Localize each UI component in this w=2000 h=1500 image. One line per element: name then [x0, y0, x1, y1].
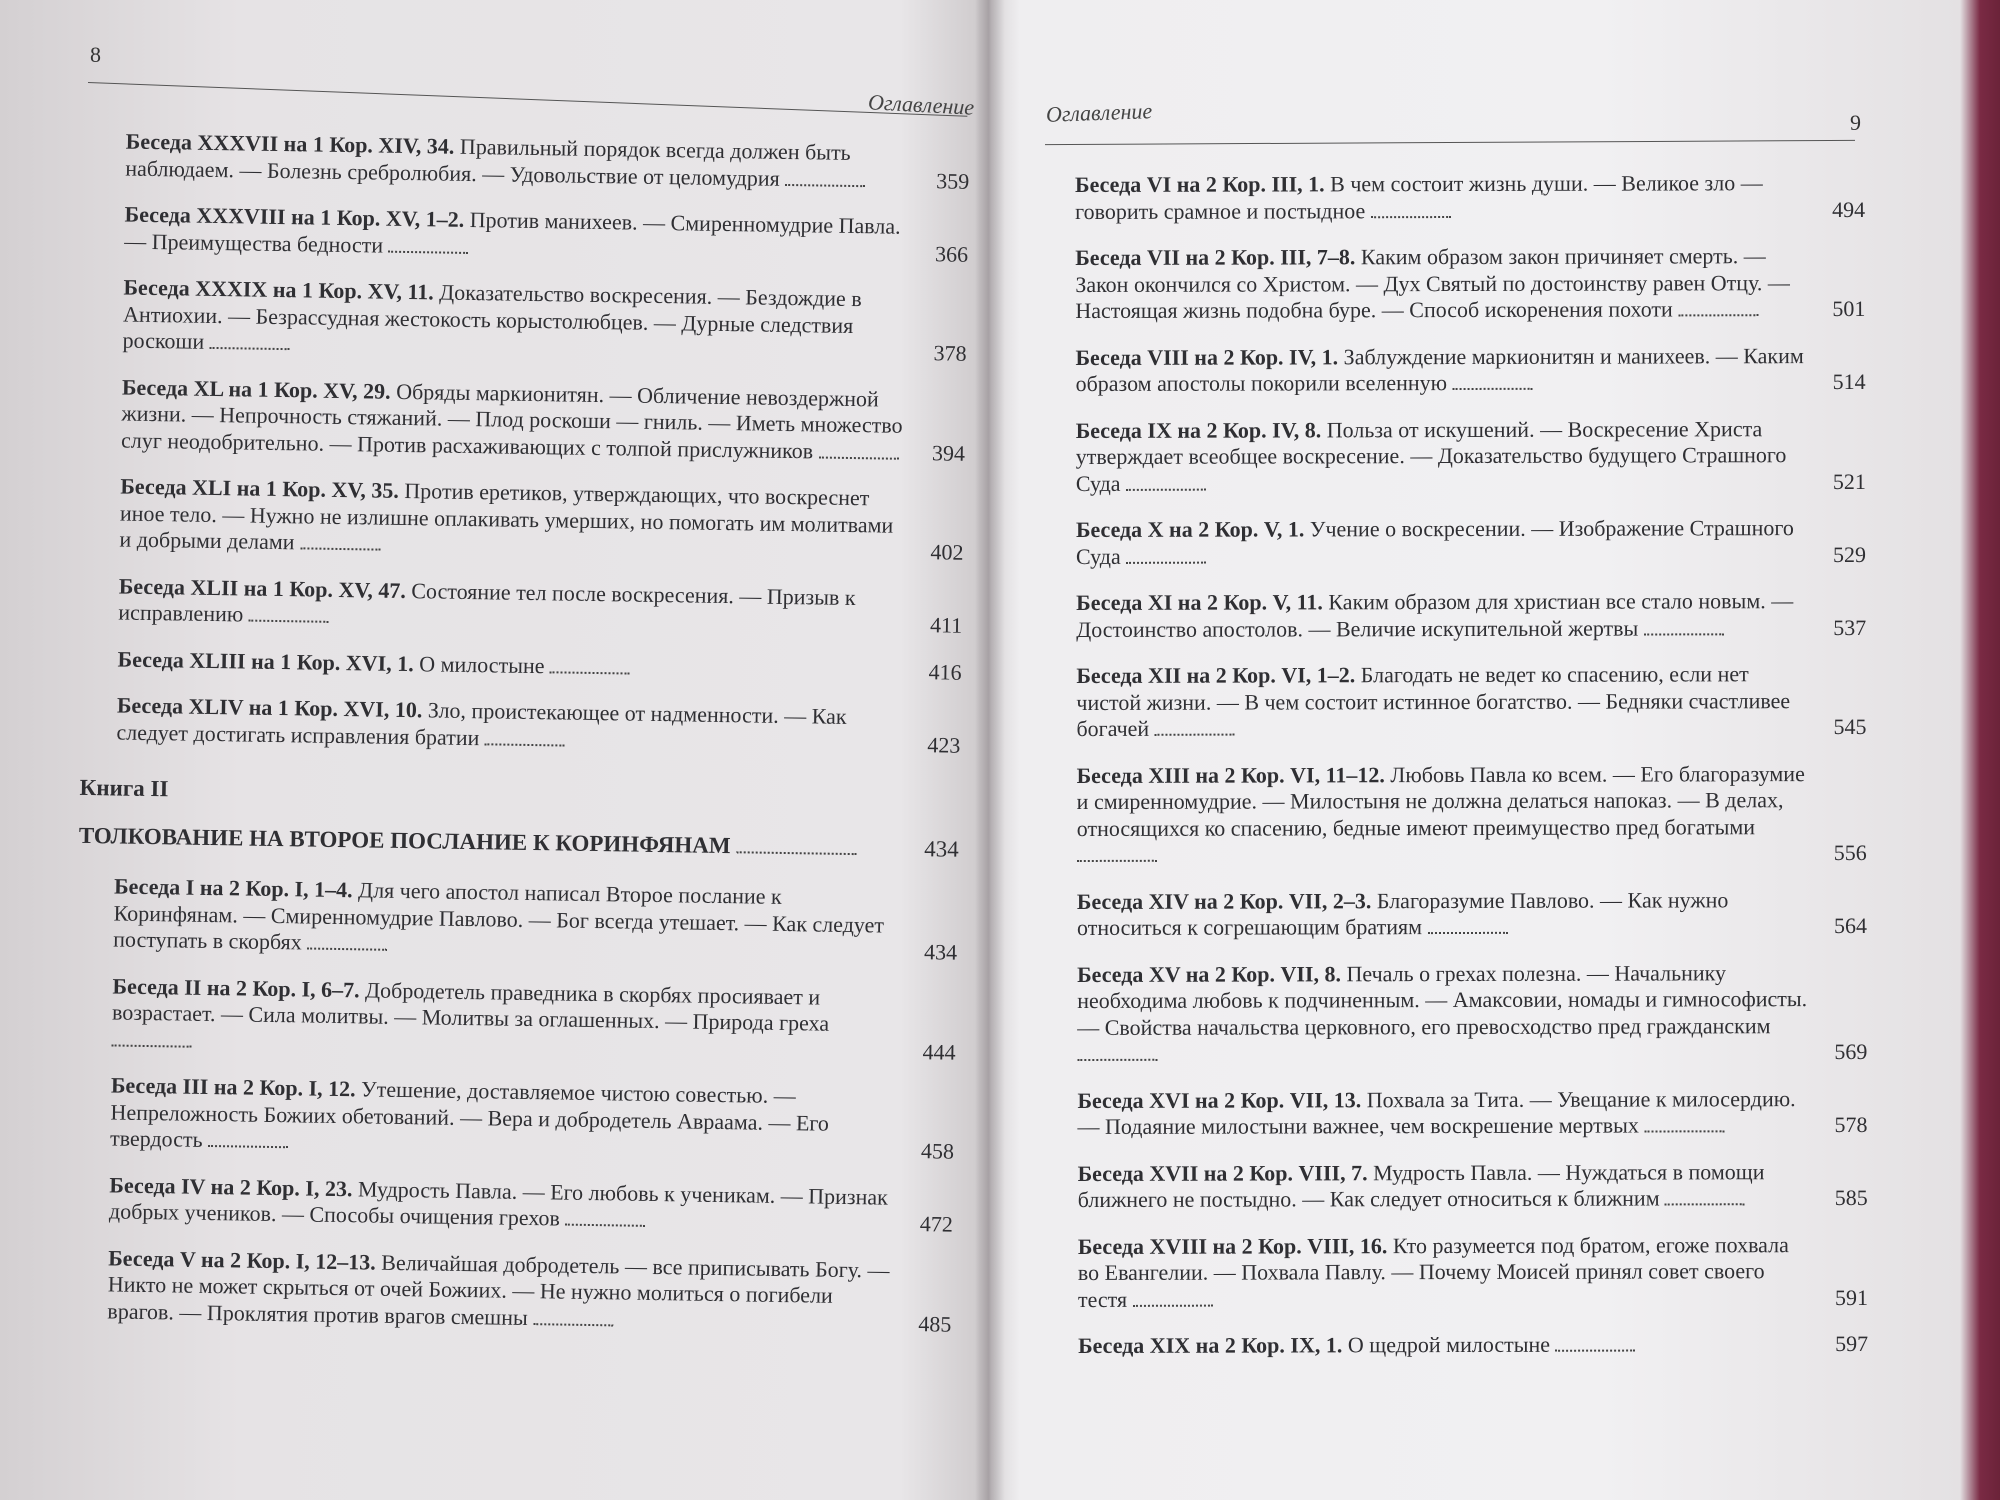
entry-text: Доказательство воскресения. — Бездождие в Антиохии. — Безрассудная жестокость корыстолюбцев. — Дурные следствия роскоши [122, 279, 862, 354]
toc-entry [1076, 415, 1866, 497]
toc-entry [107, 1245, 952, 1338]
entry-text: Для чего апостол написал Второе послание к Коринфянам. — Смиренномудрие Павлово. — Бог всегда утешает. — Как следует поступать в скорбях [113, 877, 885, 955]
entry-text: Утешение, доставляемое чистою совестью. — Непреложность Божиих обетований. — Вера и добродетель Авраама. — Его твердость [109, 1076, 830, 1152]
entry-text: Каким образом для христиан все стало новым. — Достоинство апостолов. — Величие искупительной жертвы [1076, 588, 1794, 642]
entry-page-ref: 434 [923, 939, 958, 965]
leader-dots [112, 1044, 192, 1047]
entry-title: Беседа X на 2 Кор. V, 1. [1075, 516, 1305, 542]
leader-dots [1371, 216, 1451, 218]
entry-title: Беседа XXXVIII на 1 Кор. XV, 1–2. [124, 201, 465, 232]
header-rule [1045, 140, 1855, 145]
entry-text: Состояние тел после воскресения. — Призыв к исправлению [118, 577, 856, 627]
leader-dots [1077, 1059, 1157, 1061]
entry-title: Беседа XI на 2 Кор. V, 11. [1076, 589, 1323, 615]
leader-dots [388, 250, 468, 253]
leader-dots [1453, 388, 1533, 390]
entry-page-ref: 569 [1834, 1038, 1868, 1065]
entry-text: Похвала за Тита. — Увещание к милосердию. — Подаяние милостыни важнее, чем воскрешение мертвых [1077, 1085, 1796, 1139]
toc-entry [122, 275, 967, 368]
entry-page-ref: 472 [919, 1211, 954, 1237]
entry-title: Беседа VII на 2 Кор. III, 7–8. [1075, 244, 1356, 270]
entry-title: Беседа IX на 2 Кор. IV, 8. [1075, 416, 1322, 443]
entry-text: О щедрой милостыне [1347, 1331, 1551, 1358]
entry-text: Благодать не ведет ко спасению, если нет чистой жизни. — В чем состоит истинное богатство. — Бедняки счастливее богачей [1076, 661, 1791, 741]
toc-entry [119, 474, 964, 567]
entry-page-ref: 585 [1834, 1184, 1868, 1211]
entry-title: Беседа XLIII на 1 Кор. XVI, 1. [117, 646, 414, 676]
leader-dots [300, 547, 380, 550]
entry-text: Печаль о грехах полезна. — Начальнику необходима любовь к подчиненным. — Амаксовии, номады и гимнософисты. — Свойства начальства церковного, его превосходство пред гражданским [1077, 959, 1808, 1040]
toc-entry [1077, 1085, 1867, 1140]
entry-title: Беседа XIX на 2 Кор. IX, 1. [1078, 1332, 1343, 1358]
entry-title: Беседа V на 2 Кор. I, 12–13. [108, 1244, 376, 1275]
entry-text: Заблуждение маркионитян и манихеев. — Каким образом апостолы покорили вселенную [1075, 342, 1804, 396]
entry-text: Добродетель праведника в скорбях просиявает и возрастает. — Сила молитвы. — Молитвы за оглашенных. — Природа греха [111, 976, 830, 1036]
entry-text: Мудрость Павла. — Его любовь к ученикам. — Признак добрых учеников. — Способы очищения грехов [108, 1175, 889, 1231]
toc-entry [109, 1172, 954, 1238]
entry-page-ref: 458 [920, 1138, 955, 1164]
toc-entry [121, 374, 966, 467]
entry-text: Польза от искушений. — Воскресение Христа утверждает всеобщее воскресение. — Доказательство будущего Страшного Суда [1075, 415, 1787, 496]
toc-entry [1078, 1231, 1868, 1313]
leader-dots [819, 456, 899, 459]
book-label: Книга II [79, 774, 169, 802]
running-head: Оглавление [1045, 98, 1153, 127]
entry-text: Учение о воскресении. — Изображение Страшного Суда [1075, 515, 1794, 569]
entry-title: Беседа XLIV на 1 Кор. XVI, 10. [116, 692, 423, 723]
entry-title: Беседа XV на 2 Кор. VII, 8. [1077, 960, 1342, 987]
entry-title: Беседа II на 2 Кор. I, 6–7. [112, 972, 360, 1002]
entry-page-ref: 545 [1833, 713, 1867, 740]
toc-entry [1077, 760, 1867, 868]
entry-text: Каким образом закон причиняет смерть. — Закон окончился со Христом. — Дух Святый по достоинству равен Отцу. — Настоящая жизнь подобна буре. — Способ искоренения похоти [1075, 243, 1790, 323]
toc-entry [1076, 661, 1866, 743]
toc-entry [111, 973, 956, 1066]
leader-dots [1126, 488, 1206, 490]
entry-title: Беседа XLI на 1 Кор. XV, 35. [120, 473, 400, 503]
toc-entry [110, 1072, 955, 1165]
entry-text: Обряды маркионитян. — Обличение невоздержной жизни. — Непрочность стяжаний. — Плод роскоши — гниль. — Иметь множество слуг неодобрительно. — Против расхаживающих с толпой прислужников [120, 378, 903, 463]
page-number: 9 [1850, 110, 1861, 135]
entry-page-ref: 591 [1834, 1284, 1868, 1310]
section-page-ref: 434 [924, 836, 959, 862]
entry-page-ref: 564 [1833, 912, 1868, 939]
entry-text: Кто разумеется под братом, егоже похвала во Евангелии. — Похвала Павлу. — Почему Моисей принял совет своего тестя [1077, 1231, 1789, 1312]
entry-title: Беседа XVII на 2 Кор. VIII, 7. [1077, 1159, 1368, 1186]
entry-page-ref: 416 [928, 658, 962, 685]
toc-entry [1076, 588, 1866, 643]
running-head: Оглавление [867, 89, 975, 120]
toc-left [71, 128, 970, 1358]
toc-entries [1075, 170, 1868, 1360]
leader-dots [1678, 314, 1758, 316]
entry-page-ref: 556 [1833, 839, 1867, 866]
entry-text: Против еретиков, утверждающих, что воскреснет иное тело. — Нужно не излишне оплакивать умерших, но помогать им молитвами и добрыми делами [119, 477, 894, 555]
leader-dots [208, 1145, 288, 1148]
entry-page-ref: 411 [929, 612, 963, 638]
entry-text: Зло, проистекающее от надменности. — Как следует достигать исправления братии [116, 697, 847, 750]
toc-entry [1078, 1158, 1868, 1213]
entry-page-ref: 359 [936, 167, 970, 194]
entry-text: Мудрость Павла. — Нуждаться в помощи ближнего не постыдно. — Как следует относиться к ближним [1077, 1158, 1765, 1212]
leader-dots [210, 347, 290, 350]
toc-entry [1076, 515, 1866, 570]
leader-dots [1155, 734, 1235, 736]
leader-dots [1556, 1350, 1636, 1352]
entry-page-ref: 394 [931, 439, 966, 466]
toc-entry [125, 129, 970, 195]
toc-entry [1075, 170, 1865, 225]
entry-title: Беседа XVI на 2 Кор. VII, 13. [1077, 1086, 1362, 1113]
leader-dots [1665, 1203, 1745, 1205]
entry-page-ref: 521 [1832, 468, 1866, 494]
left-page [0, 0, 985, 1500]
entry-title: Беседа XXXVII на 1 Кор. XIV, 34. [125, 128, 455, 159]
entry-page-ref: 514 [1832, 368, 1866, 395]
entry-page-ref: 423 [927, 731, 961, 758]
entry-page-ref: 378 [933, 340, 967, 366]
toc-entry [1077, 886, 1867, 941]
entry-title: Беседа XII на 2 Кор. VI, 1–2. [1076, 662, 1356, 688]
header-rule [88, 82, 967, 117]
entry-page-ref: 402 [930, 539, 964, 565]
entry-page-ref: 485 [918, 1310, 952, 1337]
leader-dots [736, 851, 856, 855]
toc-entry [117, 646, 961, 686]
toc-entry [1075, 342, 1865, 397]
toc-entry [1078, 1331, 1868, 1360]
toc-entry [1077, 959, 1867, 1067]
entry-text: В чем состоит жизнь души. — Великое зло — говорить срамное и постыдное [1075, 170, 1763, 224]
leader-dots [550, 671, 630, 674]
leader-dots [1126, 561, 1206, 563]
entry-page-ref: 529 [1832, 541, 1867, 567]
entry-title: Беседа VI на 2 Кор. III, 1. [1075, 171, 1325, 197]
leader-dots [1133, 1304, 1213, 1306]
entry-title: Беседа XIII на 2 Кор. VI, 11–12. [1076, 761, 1385, 788]
toc-right [1075, 170, 1868, 1380]
leader-dots [785, 183, 865, 186]
entry-page-ref: 597 [1835, 1330, 1869, 1357]
section-title-text: ТОЛКОВАНИЕ НА ВТОРОЕ ПОСЛАНИЕ К КОРИНФЯНАМ [78, 822, 731, 859]
entry-page-ref: 501 [1832, 295, 1866, 322]
leader-dots [485, 743, 565, 746]
entry-page-ref: 444 [922, 1038, 956, 1065]
toc-entry [118, 573, 963, 639]
entry-title: Беседа XL на 1 Кор. XV, 29. [121, 374, 391, 404]
leader-dots [1644, 633, 1724, 635]
entry-title: Беседа I на 2 Кор. I, 1–4. [113, 873, 353, 903]
toc-entry [1075, 243, 1865, 325]
entry-page-ref: 366 [934, 240, 969, 267]
entry-page-ref: 537 [1833, 614, 1867, 640]
right-page [990, 0, 1990, 1500]
leader-dots [1077, 860, 1157, 862]
entry-text: О милостыне [419, 650, 545, 678]
toc-entry [124, 202, 969, 268]
leader-dots [1428, 932, 1508, 934]
entry-title: Беседа VIII на 2 Кор. IV, 1. [1075, 343, 1339, 370]
entry-text: Любовь Павла ко всем. — Его благоразумие и смиренномудрие. — Милостыня не должна делаться напоказ. — В делах, относящихся ко спасению, бедные имеют преимущество пред богатыми [1076, 760, 1805, 841]
entry-text: Величайшая добродетель — все приписывать Богу. — Никто не может скрыться от очей Божиих. — Не нужно молиться о погибели врагов. — Проклятия против врагов смешны [107, 1249, 890, 1330]
leader-dots [1644, 1130, 1724, 1132]
leader-dots [565, 1224, 645, 1227]
entry-page-ref: 494 [1832, 196, 1866, 222]
leader-dots [249, 620, 329, 623]
leader-dots [533, 1323, 613, 1326]
page-number: 8 [90, 42, 101, 67]
entry-title: Беседа IV на 2 Кор. I, 23. [109, 1171, 353, 1201]
entry-title: Беседа XIV на 2 Кор. VII, 2–3. [1076, 887, 1372, 914]
toc-entries-top [80, 128, 970, 759]
section-title [79, 823, 959, 863]
toc-entry [116, 692, 961, 758]
leader-dots [307, 948, 387, 951]
entry-title: Беседа III на 2 Кор. I, 12. [110, 1072, 356, 1102]
entry-title: Беседа XLII на 1 Кор. XV, 47. [118, 573, 407, 603]
entry-title: Беседа XXXIX на 1 Кор. XV, 11. [123, 274, 434, 305]
entry-text: Благоразумие Павлово. — Как нужно относиться к согрешающим братиям [1076, 886, 1729, 940]
entry-text: Правильный порядок всегда должен быть наблюдаем. — Болезнь сребролюбия. — Удовольствие от целомудрия [125, 133, 851, 191]
toc-entries-bottom [71, 873, 958, 1338]
toc-entry [113, 873, 958, 966]
entry-page-ref: 578 [1834, 1111, 1868, 1138]
entry-title: Беседа XVIII на 2 Кор. VIII, 16. [1077, 1232, 1388, 1259]
entry-text: Против манихеев. — Смиренномудрие Павла. — Преимущества бедности [124, 206, 901, 258]
